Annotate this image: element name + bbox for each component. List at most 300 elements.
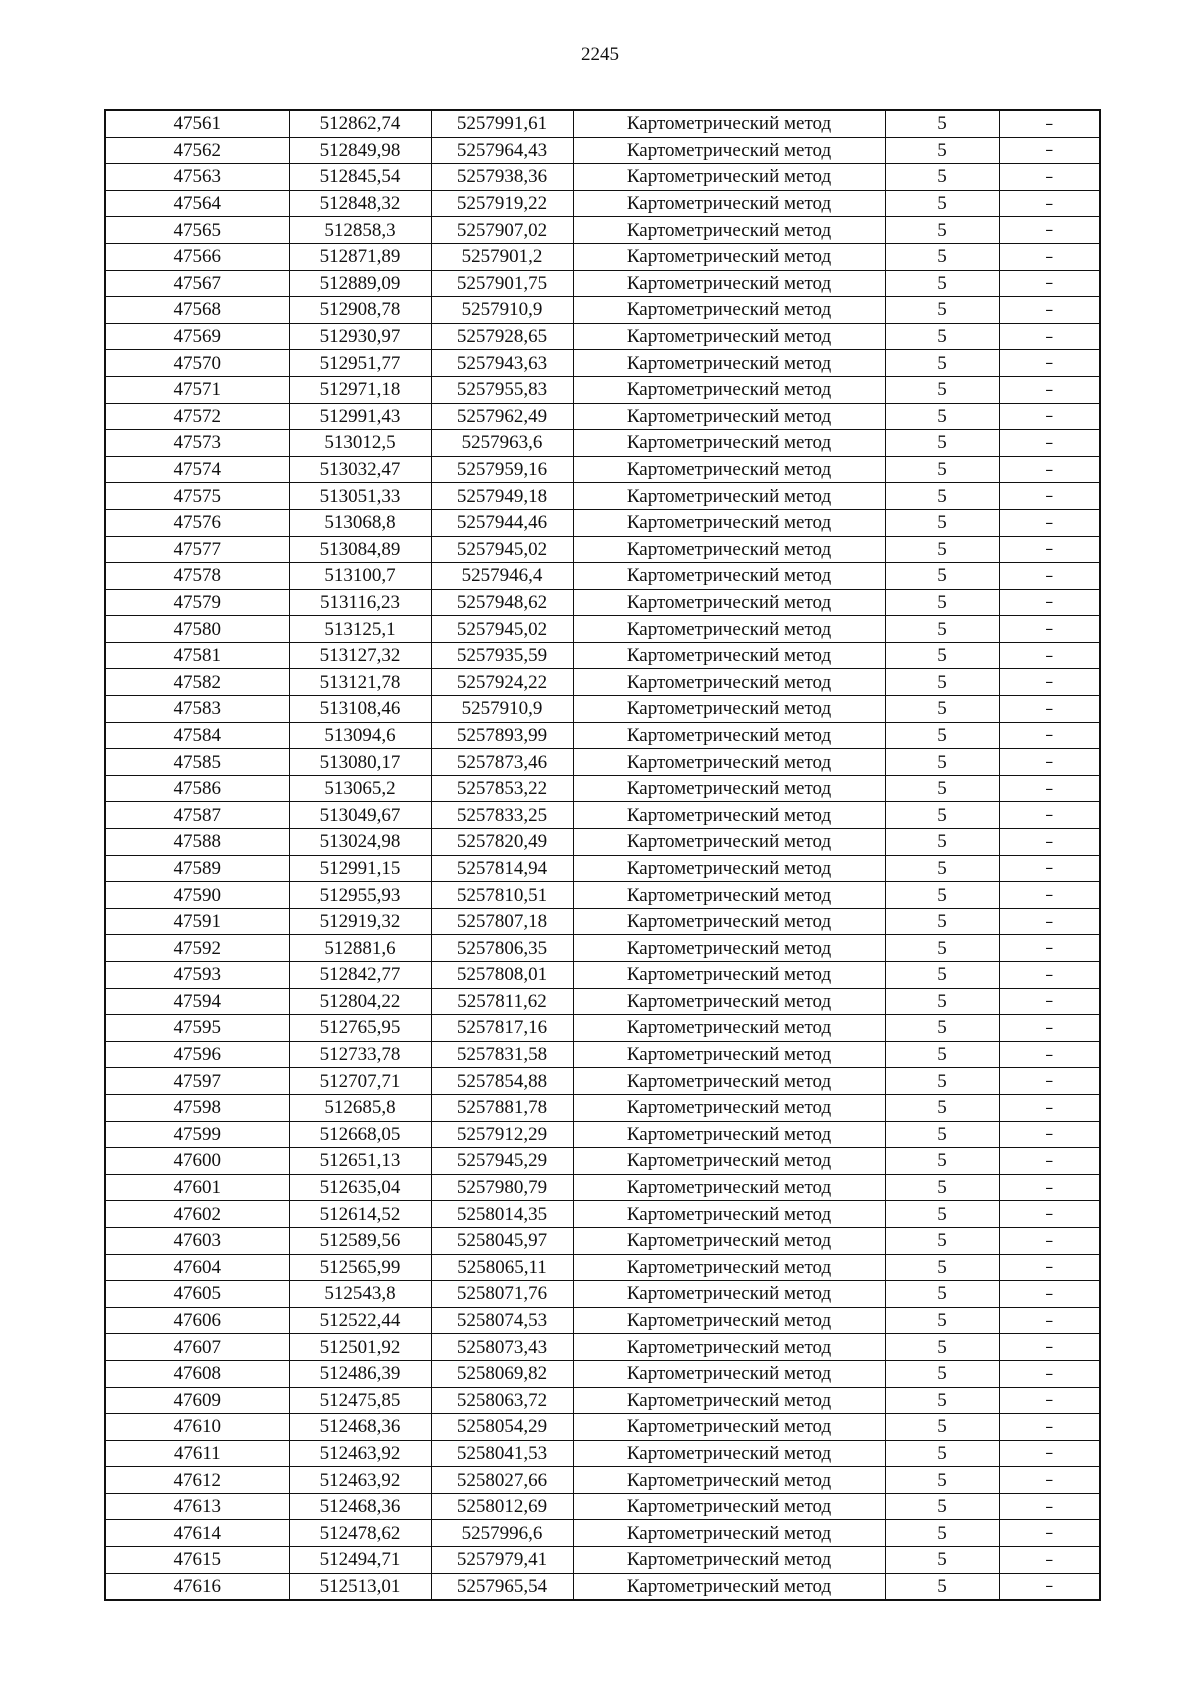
method-cell: Картометрический метод <box>573 1360 885 1387</box>
table-row <box>105 137 1100 164</box>
note-cell: – <box>999 536 1100 563</box>
note-cell: – <box>999 1334 1100 1361</box>
point-number-cell: 47605 <box>105 1281 289 1308</box>
table-row <box>105 908 1100 935</box>
method-cell: Картометрический метод <box>573 1121 885 1148</box>
x-coordinate-cell: 512468,36 <box>289 1414 431 1441</box>
note-cell: – <box>999 1094 1100 1121</box>
y-coordinate-cell: 5257949,18 <box>431 483 573 510</box>
accuracy-cell: 5 <box>885 1414 999 1441</box>
table-row <box>105 749 1100 776</box>
x-coordinate-cell: 512733,78 <box>289 1041 431 1068</box>
table-body <box>105 110 1100 1600</box>
method-cell: Картометрический метод <box>573 962 885 989</box>
method-cell: Картометрический метод <box>573 722 885 749</box>
point-number-cell: 47606 <box>105 1307 289 1334</box>
note-cell: – <box>999 616 1100 643</box>
note-cell: – <box>999 1201 1100 1228</box>
point-number-cell: 47564 <box>105 190 289 217</box>
accuracy-cell: 5 <box>885 483 999 510</box>
x-coordinate-cell: 512589,56 <box>289 1227 431 1254</box>
method-cell: Картометрический метод <box>573 589 885 616</box>
point-number-cell: 47566 <box>105 243 289 270</box>
table-row <box>105 1281 1100 1308</box>
note-cell: – <box>999 1547 1100 1574</box>
x-coordinate-cell: 512881,6 <box>289 935 431 962</box>
note-cell: – <box>999 882 1100 909</box>
x-coordinate-cell: 512668,05 <box>289 1121 431 1148</box>
accuracy-cell: 5 <box>885 456 999 483</box>
accuracy-cell: 5 <box>885 563 999 590</box>
y-coordinate-cell: 5257817,16 <box>431 1015 573 1042</box>
x-coordinate-cell: 512862,74 <box>289 110 431 137</box>
point-number-cell: 47613 <box>105 1493 289 1520</box>
accuracy-cell: 5 <box>885 722 999 749</box>
point-number-cell: 47573 <box>105 430 289 457</box>
method-cell: Картометрический метод <box>573 1015 885 1042</box>
y-coordinate-cell: 5258073,43 <box>431 1334 573 1361</box>
accuracy-cell: 5 <box>885 696 999 723</box>
table-row <box>105 456 1100 483</box>
method-cell: Картометрический метод <box>573 1307 885 1334</box>
x-coordinate-cell: 512475,85 <box>289 1387 431 1414</box>
note-cell: – <box>999 642 1100 669</box>
accuracy-cell: 5 <box>885 616 999 643</box>
accuracy-cell: 5 <box>885 297 999 324</box>
note-cell: – <box>999 1440 1100 1467</box>
y-coordinate-cell: 5258071,76 <box>431 1281 573 1308</box>
table-row <box>105 802 1100 829</box>
note-cell: – <box>999 669 1100 696</box>
x-coordinate-cell: 512848,32 <box>289 190 431 217</box>
accuracy-cell: 5 <box>885 1227 999 1254</box>
point-number-cell: 47578 <box>105 563 289 590</box>
method-cell: Картометрический метод <box>573 563 885 590</box>
method-cell: Картометрический метод <box>573 243 885 270</box>
method-cell: Картометрический метод <box>573 908 885 935</box>
accuracy-cell: 5 <box>885 1520 999 1547</box>
x-coordinate-cell: 512889,09 <box>289 270 431 297</box>
note-cell: – <box>999 775 1100 802</box>
x-coordinate-cell: 512486,39 <box>289 1360 431 1387</box>
note-cell: – <box>999 456 1100 483</box>
accuracy-cell: 5 <box>885 1334 999 1361</box>
point-number-cell: 47593 <box>105 962 289 989</box>
method-cell: Картометрический метод <box>573 642 885 669</box>
y-coordinate-cell: 5257910,9 <box>431 696 573 723</box>
note-cell: – <box>999 722 1100 749</box>
note-cell: – <box>999 137 1100 164</box>
note-cell: – <box>999 1520 1100 1547</box>
accuracy-cell: 5 <box>885 376 999 403</box>
x-coordinate-cell: 513116,23 <box>289 589 431 616</box>
note-cell: – <box>999 376 1100 403</box>
y-coordinate-cell: 5257996,6 <box>431 1520 573 1547</box>
table-row <box>105 190 1100 217</box>
y-coordinate-cell: 5258074,53 <box>431 1307 573 1334</box>
y-coordinate-cell: 5257811,62 <box>431 988 573 1015</box>
point-number-cell: 47585 <box>105 749 289 776</box>
note-cell: – <box>999 1467 1100 1494</box>
note-cell: – <box>999 1227 1100 1254</box>
method-cell: Картометрический метод <box>573 297 885 324</box>
x-coordinate-cell: 513108,46 <box>289 696 431 723</box>
x-coordinate-cell: 513024,98 <box>289 829 431 856</box>
x-coordinate-cell: 513080,17 <box>289 749 431 776</box>
table-row <box>105 1201 1100 1228</box>
note-cell: – <box>999 749 1100 776</box>
accuracy-cell: 5 <box>885 1015 999 1042</box>
accuracy-cell: 5 <box>885 1440 999 1467</box>
method-cell: Картометрический метод <box>573 1493 885 1520</box>
point-number-cell: 47580 <box>105 616 289 643</box>
y-coordinate-cell: 5257965,54 <box>431 1573 573 1600</box>
note-cell: – <box>999 589 1100 616</box>
x-coordinate-cell: 512842,77 <box>289 962 431 989</box>
method-cell: Картометрический метод <box>573 1281 885 1308</box>
table-row <box>105 1041 1100 1068</box>
method-cell: Картометрический метод <box>573 110 885 137</box>
table-row <box>105 829 1100 856</box>
y-coordinate-cell: 5257807,18 <box>431 908 573 935</box>
table-row <box>105 536 1100 563</box>
table-row <box>105 323 1100 350</box>
y-coordinate-cell: 5257806,35 <box>431 935 573 962</box>
x-coordinate-cell: 513094,6 <box>289 722 431 749</box>
method-cell: Картометрический метод <box>573 1334 885 1361</box>
method-cell: Картометрический метод <box>573 1094 885 1121</box>
method-cell: Картометрический метод <box>573 749 885 776</box>
accuracy-cell: 5 <box>885 110 999 137</box>
x-coordinate-cell: 512849,98 <box>289 137 431 164</box>
point-number-cell: 47596 <box>105 1041 289 1068</box>
accuracy-cell: 5 <box>885 190 999 217</box>
table-row <box>105 1467 1100 1494</box>
note-cell: – <box>999 1573 1100 1600</box>
accuracy-cell: 5 <box>885 882 999 909</box>
note-cell: – <box>999 350 1100 377</box>
method-cell: Картометрический метод <box>573 935 885 962</box>
y-coordinate-cell: 5257943,63 <box>431 350 573 377</box>
y-coordinate-cell: 5258041,53 <box>431 1440 573 1467</box>
note-cell: – <box>999 1121 1100 1148</box>
note-cell: – <box>999 483 1100 510</box>
table-row <box>105 297 1100 324</box>
method-cell: Картометрический метод <box>573 988 885 1015</box>
note-cell: – <box>999 1068 1100 1095</box>
table-row <box>105 1094 1100 1121</box>
y-coordinate-cell: 5257912,29 <box>431 1121 573 1148</box>
x-coordinate-cell: 512635,04 <box>289 1174 431 1201</box>
method-cell: Картометрический метод <box>573 1414 885 1441</box>
table-row <box>105 243 1100 270</box>
y-coordinate-cell: 5257831,58 <box>431 1041 573 1068</box>
method-cell: Картометрический метод <box>573 403 885 430</box>
x-coordinate-cell: 512971,18 <box>289 376 431 403</box>
point-number-cell: 47565 <box>105 217 289 244</box>
method-cell: Картометрический метод <box>573 536 885 563</box>
note-cell: – <box>999 190 1100 217</box>
note-cell: – <box>999 962 1100 989</box>
note-cell: – <box>999 270 1100 297</box>
point-number-cell: 47591 <box>105 908 289 935</box>
note-cell: – <box>999 297 1100 324</box>
accuracy-cell: 5 <box>885 855 999 882</box>
accuracy-cell: 5 <box>885 509 999 536</box>
accuracy-cell: 5 <box>885 1121 999 1148</box>
x-coordinate-cell: 512685,8 <box>289 1094 431 1121</box>
x-coordinate-cell: 512765,95 <box>289 1015 431 1042</box>
method-cell: Картометрический метод <box>573 1440 885 1467</box>
method-cell: Картометрический метод <box>573 376 885 403</box>
y-coordinate-cell: 5258027,66 <box>431 1467 573 1494</box>
method-cell: Картометрический метод <box>573 1387 885 1414</box>
coordinates-table <box>104 109 1101 1601</box>
method-cell: Картометрический метод <box>573 882 885 909</box>
note-cell: – <box>999 217 1100 244</box>
x-coordinate-cell: 512858,3 <box>289 217 431 244</box>
x-coordinate-cell: 512707,71 <box>289 1068 431 1095</box>
x-coordinate-cell: 512543,8 <box>289 1281 431 1308</box>
note-cell: – <box>999 855 1100 882</box>
table-row <box>105 1121 1100 1148</box>
table-row <box>105 164 1100 191</box>
x-coordinate-cell: 512478,62 <box>289 1520 431 1547</box>
method-cell: Картометрический метод <box>573 802 885 829</box>
point-number-cell: 47616 <box>105 1573 289 1600</box>
note-cell: – <box>999 563 1100 590</box>
note-cell: – <box>999 696 1100 723</box>
accuracy-cell: 5 <box>885 1148 999 1175</box>
y-coordinate-cell: 5257854,88 <box>431 1068 573 1095</box>
point-number-cell: 47563 <box>105 164 289 191</box>
accuracy-cell: 5 <box>885 1387 999 1414</box>
note-cell: – <box>999 1015 1100 1042</box>
note-cell: – <box>999 110 1100 137</box>
y-coordinate-cell: 5257935,59 <box>431 642 573 669</box>
point-number-cell: 47571 <box>105 376 289 403</box>
y-coordinate-cell: 5257938,36 <box>431 164 573 191</box>
point-number-cell: 47603 <box>105 1227 289 1254</box>
y-coordinate-cell: 5257944,46 <box>431 509 573 536</box>
accuracy-cell: 5 <box>885 935 999 962</box>
x-coordinate-cell: 512522,44 <box>289 1307 431 1334</box>
point-number-cell: 47610 <box>105 1414 289 1441</box>
accuracy-cell: 5 <box>885 164 999 191</box>
x-coordinate-cell: 512871,89 <box>289 243 431 270</box>
accuracy-cell: 5 <box>885 775 999 802</box>
point-number-cell: 47575 <box>105 483 289 510</box>
table-row <box>105 935 1100 962</box>
table-row <box>105 696 1100 723</box>
x-coordinate-cell: 512501,92 <box>289 1334 431 1361</box>
table-row <box>105 589 1100 616</box>
method-cell: Картометрический метод <box>573 190 885 217</box>
point-number-cell: 47604 <box>105 1254 289 1281</box>
accuracy-cell: 5 <box>885 749 999 776</box>
y-coordinate-cell: 5257919,22 <box>431 190 573 217</box>
accuracy-cell: 5 <box>885 1493 999 1520</box>
method-cell: Картометрический метод <box>573 855 885 882</box>
x-coordinate-cell: 513032,47 <box>289 456 431 483</box>
note-cell: – <box>999 802 1100 829</box>
y-coordinate-cell: 5257833,25 <box>431 802 573 829</box>
method-cell: Картометрический метод <box>573 483 885 510</box>
x-coordinate-cell: 513012,5 <box>289 430 431 457</box>
note-cell: – <box>999 908 1100 935</box>
y-coordinate-cell: 5257808,01 <box>431 962 573 989</box>
note-cell: – <box>999 1387 1100 1414</box>
method-cell: Картометрический метод <box>573 669 885 696</box>
accuracy-cell: 5 <box>885 669 999 696</box>
method-cell: Картометрический метод <box>573 829 885 856</box>
method-cell: Картометрический метод <box>573 1068 885 1095</box>
table-row <box>105 882 1100 909</box>
y-coordinate-cell: 5257946,4 <box>431 563 573 590</box>
note-cell: – <box>999 243 1100 270</box>
y-coordinate-cell: 5257810,51 <box>431 882 573 909</box>
table-row <box>105 1334 1100 1361</box>
accuracy-cell: 5 <box>885 1467 999 1494</box>
table-row <box>105 722 1100 749</box>
method-cell: Картометрический метод <box>573 509 885 536</box>
note-cell: – <box>999 988 1100 1015</box>
accuracy-cell: 5 <box>885 1547 999 1574</box>
x-coordinate-cell: 512463,92 <box>289 1467 431 1494</box>
point-number-cell: 47609 <box>105 1387 289 1414</box>
point-number-cell: 47577 <box>105 536 289 563</box>
point-number-cell: 47588 <box>105 829 289 856</box>
point-number-cell: 47561 <box>105 110 289 137</box>
x-coordinate-cell: 513068,8 <box>289 509 431 536</box>
y-coordinate-cell: 5257945,29 <box>431 1148 573 1175</box>
accuracy-cell: 5 <box>885 829 999 856</box>
y-coordinate-cell: 5257964,43 <box>431 137 573 164</box>
y-coordinate-cell: 5257901,75 <box>431 270 573 297</box>
note-cell: – <box>999 430 1100 457</box>
table-row <box>105 1387 1100 1414</box>
note-cell: – <box>999 1307 1100 1334</box>
point-number-cell: 47602 <box>105 1201 289 1228</box>
y-coordinate-cell: 5258045,97 <box>431 1227 573 1254</box>
x-coordinate-cell: 512908,78 <box>289 297 431 324</box>
page-number: 2245 <box>581 44 619 65</box>
table-row <box>105 1227 1100 1254</box>
table-row <box>105 988 1100 1015</box>
accuracy-cell: 5 <box>885 1174 999 1201</box>
accuracy-cell: 5 <box>885 536 999 563</box>
point-number-cell: 47600 <box>105 1148 289 1175</box>
point-number-cell: 47583 <box>105 696 289 723</box>
table-row <box>105 616 1100 643</box>
y-coordinate-cell: 5257820,49 <box>431 829 573 856</box>
point-number-cell: 47615 <box>105 1547 289 1574</box>
point-number-cell: 47599 <box>105 1121 289 1148</box>
y-coordinate-cell: 5258065,11 <box>431 1254 573 1281</box>
point-number-cell: 47569 <box>105 323 289 350</box>
y-coordinate-cell: 5257979,41 <box>431 1547 573 1574</box>
point-number-cell: 47574 <box>105 456 289 483</box>
accuracy-cell: 5 <box>885 962 999 989</box>
x-coordinate-cell: 513121,78 <box>289 669 431 696</box>
table-row <box>105 1414 1100 1441</box>
method-cell: Картометрический метод <box>573 1201 885 1228</box>
accuracy-cell: 5 <box>885 1254 999 1281</box>
y-coordinate-cell: 5258054,29 <box>431 1414 573 1441</box>
method-cell: Картометрический метод <box>573 270 885 297</box>
y-coordinate-cell: 5257945,02 <box>431 536 573 563</box>
accuracy-cell: 5 <box>885 589 999 616</box>
note-cell: – <box>999 1254 1100 1281</box>
method-cell: Картометрический метод <box>573 456 885 483</box>
method-cell: Картометрический метод <box>573 323 885 350</box>
note-cell: – <box>999 1360 1100 1387</box>
point-number-cell: 47611 <box>105 1440 289 1467</box>
x-coordinate-cell: 512991,43 <box>289 403 431 430</box>
method-cell: Картометрический метод <box>573 350 885 377</box>
y-coordinate-cell: 5257980,79 <box>431 1174 573 1201</box>
table-row <box>105 483 1100 510</box>
method-cell: Картометрический метод <box>573 1520 885 1547</box>
table-row <box>105 509 1100 536</box>
y-coordinate-cell: 5257853,22 <box>431 775 573 802</box>
point-number-cell: 47592 <box>105 935 289 962</box>
method-cell: Картометрический метод <box>573 137 885 164</box>
note-cell: – <box>999 1414 1100 1441</box>
x-coordinate-cell: 513065,2 <box>289 775 431 802</box>
accuracy-cell: 5 <box>885 1360 999 1387</box>
point-number-cell: 47581 <box>105 642 289 669</box>
x-coordinate-cell: 512955,93 <box>289 882 431 909</box>
accuracy-cell: 5 <box>885 1201 999 1228</box>
x-coordinate-cell: 512651,13 <box>289 1148 431 1175</box>
accuracy-cell: 5 <box>885 1573 999 1600</box>
table-row <box>105 775 1100 802</box>
method-cell: Картометрический метод <box>573 1041 885 1068</box>
table-row <box>105 1068 1100 1095</box>
point-number-cell: 47597 <box>105 1068 289 1095</box>
method-cell: Картометрический метод <box>573 1174 885 1201</box>
table-row <box>105 962 1100 989</box>
table-row <box>105 1174 1100 1201</box>
note-cell: – <box>999 403 1100 430</box>
x-coordinate-cell: 513125,1 <box>289 616 431 643</box>
table-row <box>105 403 1100 430</box>
x-coordinate-cell: 512468,36 <box>289 1493 431 1520</box>
point-number-cell: 47579 <box>105 589 289 616</box>
x-coordinate-cell: 512565,99 <box>289 1254 431 1281</box>
point-number-cell: 47562 <box>105 137 289 164</box>
x-coordinate-cell: 513084,89 <box>289 536 431 563</box>
x-coordinate-cell: 512494,71 <box>289 1547 431 1574</box>
y-coordinate-cell: 5257963,6 <box>431 430 573 457</box>
accuracy-cell: 5 <box>885 243 999 270</box>
accuracy-cell: 5 <box>885 908 999 935</box>
point-number-cell: 47582 <box>105 669 289 696</box>
table-row <box>105 1573 1100 1600</box>
point-number-cell: 47595 <box>105 1015 289 1042</box>
accuracy-cell: 5 <box>885 270 999 297</box>
table-row <box>105 1440 1100 1467</box>
note-cell: – <box>999 1174 1100 1201</box>
x-coordinate-cell: 513127,32 <box>289 642 431 669</box>
accuracy-cell: 5 <box>885 642 999 669</box>
point-number-cell: 47608 <box>105 1360 289 1387</box>
accuracy-cell: 5 <box>885 802 999 829</box>
method-cell: Картометрический метод <box>573 1227 885 1254</box>
y-coordinate-cell: 5257948,62 <box>431 589 573 616</box>
table-row <box>105 217 1100 244</box>
